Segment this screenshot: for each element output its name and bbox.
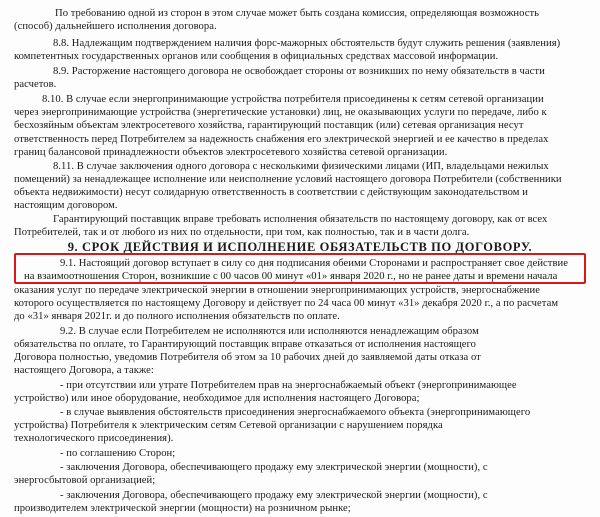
text-line: обязательства по оплате, то Гарантирующий поставщик вправе отказаться от исполнения настоящего — [14, 339, 476, 351]
text-line: 8.9. Расторжение настоящего договора не освобождает стороны от возникших по нему обязательств в части — [53, 66, 545, 78]
text-line: расчетов. — [14, 79, 57, 91]
section-heading: 9. СРОК ДЕЙСТВИЯ И ИСПОЛНЕНИЕ ОБЯЗАТЕЛЬСТВ ПО ДОГОВОРУ. — [67, 239, 533, 254]
text-line: - в случае выявления обстоятельств присоединения энергоснабжаемого объекта (энергопринимающего — [60, 407, 531, 419]
text-line: ответственность перед Потребителем за надежность снабжения его электрической энергией и ее качество в пределах — [14, 133, 549, 145]
text-line: на взаимоотношения Сторон, возникшие с 00 часов 00 минут «01» января 2020 г., но не ранее даты и времени начала — [24, 270, 558, 282]
text-line: 8.10. В случае если энергопринимающие устройства потребителя присоединены к сетям сетевой организации — [42, 93, 544, 105]
text-line: 8.8. Надлежащим подтверждением наличия форс-мажорных обстоятельств будут служить решения (заявления) — [53, 38, 561, 50]
text-line: 8.11. В случае заключения одного договора с несколькими физическими лицами (ИП, владельцами нежилых — [53, 160, 549, 172]
text-line: которого осуществляется по настоящему Договору и действует по 24 часа 00 минут «31» декабря 2020 г., а по расчетам — [14, 298, 559, 310]
text-line: - при отсутствии или утрате Потребителем прав на энергоснабжаемый объект (энергопринимающее — [60, 380, 517, 392]
text-line: объекта недвижимости) несут солидарную ответственность в соответствии с действующим законодательством и — [14, 186, 528, 198]
text-line: бесхозяйным объектам электросетевого хозяйства, гарантирующий поставщик (или) сетевая организация несут — [14, 119, 524, 131]
text-line: устройство) или иное оборудование, необходимое для исполнения настоящего Договора; — [14, 393, 420, 405]
text-line: 9.1. Настоящий договор вступает в силу со дня подписания обеими Сторонами и распространяет свое действие — [60, 257, 568, 269]
text-line: - по соглашению Сторон; — [60, 448, 176, 460]
text-line: По требованию одной из сторон в этом случае может быть создана комиссия, определяющая возможность — [55, 7, 540, 19]
text-line: Договора полностью, уведомив Потребителя об этом за 10 рабочих дней до заявляемой даты отказа от — [14, 352, 481, 364]
text-line: Потребителей, так и от любого из них по отдельности, при том, как полностью, так и в части долга. — [14, 226, 470, 238]
text-line: через энергопринимающие устройства (энергетические установки) лиц, не оказывающих услуги по передаче, либо к — [14, 106, 547, 118]
text-line: - заключения Договора, обеспечивающего продажу ему электрической энергии (мощности), с — [60, 462, 488, 474]
text-line: (способ) дальнейшего исполнения договора. — [14, 20, 217, 32]
text-line: технологического присоединения). — [14, 433, 174, 445]
text-line: оказания услуг по передаче электрической энергии в отношении энергопринимающих устройств, энергоснабжение — [14, 285, 540, 297]
text-line: помещений) за ненадлежащее исполнение или неисполнение условий настоящего договора Потребители (собственники — [14, 173, 562, 185]
text-line: энергосбытовой организацией; — [14, 475, 156, 487]
text-line: настоящего Договора, а также: — [14, 365, 154, 377]
text-line: производителем электрической энергии (мощности) на розничном рынке; — [14, 502, 351, 514]
text-line: 9.2. В случае если Потребителем не исполняются или исполняются ненадлежащим образом — [60, 326, 479, 338]
text-line: границ балансовой принадлежности объектов электросетевого хозяйства сетевой организации. — [14, 146, 448, 158]
text-line: до «31» января 2021г. и до полного исполнения обязательств по оплате. — [14, 311, 340, 323]
text-line: компетентных государственных органов или сообщения в официальных средствах массовой информации. — [14, 51, 499, 63]
text-line: - заключения Договора, обеспечивающего продажу ему электрической энергии (мощности), с — [60, 489, 488, 501]
text-line: Гарантирующий поставщик вправе требовать исполнения обязательств по настоящему договору, как от всех — [53, 213, 548, 225]
text-line: устройства) Потребителя к электрическим сетям Сетевой организации с нарушением порядка — [14, 420, 443, 432]
text-line: настоящим договором. — [14, 199, 118, 211]
